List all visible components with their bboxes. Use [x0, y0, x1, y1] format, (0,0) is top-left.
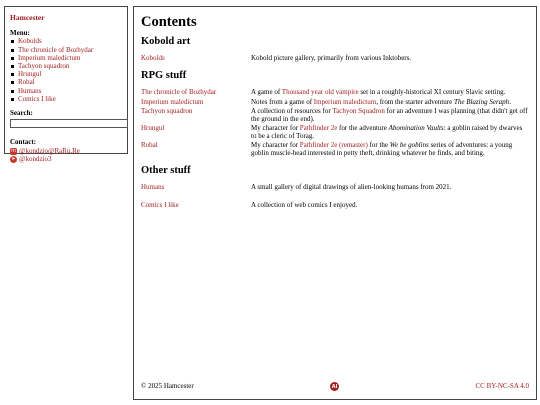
desc-text: A game of: [251, 88, 282, 97]
entry-description: [251, 107, 529, 123]
entry-description: Kobold picture gallery, primarily from various Inktobers.: [251, 54, 412, 62]
menu-heading: Menu:: [10, 29, 30, 37]
desc-text: .: [509, 97, 511, 106]
site-title[interactable]: Hamcester: [10, 13, 45, 22]
desc-text: series of adventures: a young goblin muscle-head interested in petty theft, drinking whatever he finds, and biting.: [251, 141, 513, 158]
desc-text: set in a roughly-historical XI century Slavic setting.: [358, 88, 506, 97]
search-heading: Search:: [10, 109, 33, 118]
desc-link[interactable]: Tachyon Squadron: [332, 107, 385, 116]
section-kobold-art: [141, 54, 529, 62]
entry-link[interactable]: Robal: [141, 141, 158, 150]
menu-item-imperium[interactable]: [10, 54, 122, 62]
send-icon: ➤: [11, 156, 16, 163]
menu-item-tachyon[interactable]: [10, 62, 122, 70]
entry-link[interactable]: The chronicle of Bozhydar: [141, 88, 217, 97]
section-heading-rpg-stuff: RPG stuff: [141, 70, 187, 82]
list-item: [141, 107, 529, 123]
mastodon-icon: m: [11, 147, 16, 154]
menu-item-bozhydar[interactable]: [10, 46, 122, 54]
menu-item-hrungul[interactable]: [10, 70, 122, 78]
entry-description: [251, 88, 529, 96]
search-input[interactable]: [10, 119, 128, 128]
list-item: [141, 141, 529, 157]
list-item: [141, 98, 529, 106]
sidebar: [4, 6, 128, 164]
entry-description: [251, 124, 529, 140]
section-rpg-stuff: [141, 88, 529, 157]
desc-text: for the adventure: [337, 124, 389, 133]
desc-text: for an adventure I was planning (that didn't get off the ground in the end).: [251, 107, 528, 124]
list-item: [141, 201, 529, 209]
menu-item-link[interactable]: Tachyon squadron: [18, 62, 70, 70]
footer: [141, 382, 529, 391]
menu-item-link[interactable]: Humans: [18, 86, 42, 95]
contact-telegram-link[interactable]: @kondzio3: [19, 155, 52, 164]
menu-item-link[interactable]: Comics I like: [18, 94, 56, 103]
desc-link[interactable]: Imperium maledictum: [313, 97, 377, 106]
license-link[interactable]: CC BY-NC-SA 4.0: [475, 382, 529, 391]
section-heading-other-stuff: Other stuff: [141, 165, 191, 177]
entry-description: A small gallery of digital drawings of alien-looking humans from 2021.: [251, 183, 452, 192]
menu-item-humans[interactable]: [10, 87, 122, 95]
list-item: [141, 54, 529, 62]
list-item: [141, 124, 529, 140]
entry-description: A collection of web comics I enjoyed.: [251, 200, 358, 209]
desc-text: A collection of resources for: [251, 107, 333, 116]
desc-text: , from the starter adventure: [376, 97, 454, 106]
list-item: [141, 88, 529, 96]
logo-icon[interactable]: AI: [331, 383, 338, 390]
menu-item-link[interactable]: Imperium maledictum: [18, 53, 81, 62]
desc-text: : a goblin raised by dwarves to be a cleric of Torag.: [251, 124, 523, 141]
list-item: [141, 183, 529, 191]
desc-link[interactable]: Thousand year old vampire: [281, 88, 359, 97]
entry-description: [251, 141, 529, 157]
contact-mastodon[interactable]: [10, 147, 122, 156]
contact-heading: Contact:: [10, 138, 37, 147]
desc-text: My character for: [251, 124, 300, 133]
contact-telegram[interactable]: [10, 155, 122, 164]
desc-text: for the: [367, 141, 390, 150]
desc-text: Notes from a game of: [251, 97, 314, 106]
entry-link[interactable]: Tachyon squadron: [141, 107, 193, 116]
entry-description: [251, 98, 529, 106]
contact-mastodon-link[interactable]: @kondzio@RaRu.Re: [19, 146, 80, 155]
desc-link[interactable]: Pathfinder 2e (remaster): [299, 141, 368, 150]
menu-item-comics[interactable]: [10, 95, 122, 103]
menu-item-kobolds[interactable]: [10, 37, 122, 45]
menu-list: [10, 37, 122, 103]
menu-item-link[interactable]: The chronicle of Bozhydar: [18, 45, 94, 54]
desc-italic: We be goblins: [389, 141, 429, 150]
section-other-stuff: [141, 183, 529, 209]
desc-text: My character for: [251, 141, 300, 150]
page-title: Contents: [141, 14, 197, 30]
entry-link[interactable]: Humans: [141, 183, 165, 192]
menu-item-link[interactable]: Robal: [18, 78, 35, 87]
entry-link[interactable]: Imperium maledictum: [141, 97, 204, 106]
menu-item-link[interactable]: Kobolds: [18, 37, 42, 46]
entry-link[interactable]: Hrungul: [141, 124, 165, 133]
entry-link[interactable]: Kobolds: [141, 54, 165, 62]
desc-italic: The Blazing Seraph: [453, 97, 510, 106]
entry-link[interactable]: Comics I like: [141, 200, 179, 209]
menu-item-link[interactable]: Hrungul: [18, 70, 42, 79]
menu-item-robal[interactable]: [10, 78, 122, 86]
footer-copyright: © 2025 Hamcester: [141, 382, 194, 391]
desc-link[interactable]: Pathfinder 2e: [299, 124, 338, 133]
section-heading-kobold-art: Kobold art: [141, 36, 191, 47]
desc-italic: Abomination Vaults: [388, 124, 444, 133]
main-content: [133, 6, 537, 400]
